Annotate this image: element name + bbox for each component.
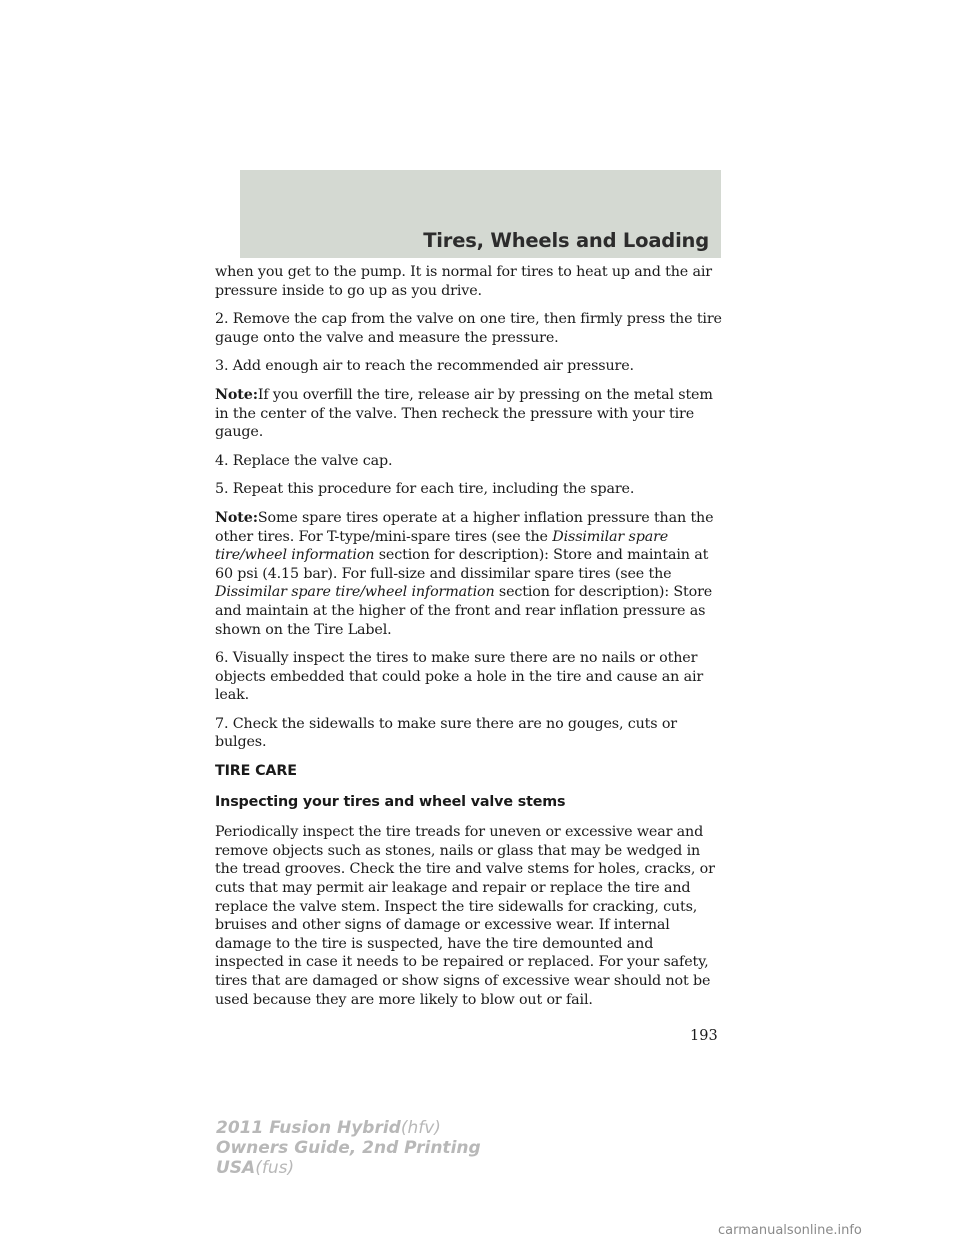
footer-model-code: (hfv) <box>400 1118 441 1138</box>
step-2: 2. Remove the cap from the valve on one tire, then firmly press the tire gauge onto the valve and measure the pressure. <box>215 311 722 346</box>
note-label: Note: <box>215 386 258 403</box>
note-spare-tires <box>215 509 725 639</box>
footer-model: 2011 Fusion Hybrid <box>216 1118 401 1138</box>
heading-tire-care: TIRE CARE <box>215 763 297 780</box>
paragraph-inspection: Periodically inspect the tire treads for uneven or excessive wear and remove objects such as stones, nails or glass that may be wedged in the tread grooves. Check the tire and valve stems for holes, cracks, or cuts that may permit air leakage and repair or replace the tire and replace the valve stem. Inspect the tire sidewalls for cracking, cuts, bruises and other signs of damage or excessive wear. If internal damage to the tire is suspected, have the tire demounted and inspected in case it needs to be repaired or replaced. For your safety, tires that are damaged or show signs of excessive wear should not be used because they are more likely to blow out or fail. <box>215 824 715 1008</box>
footer-market-code: (fus) <box>255 1158 295 1178</box>
note-text: Some spare tires operate at a higher inflation pressure than the other tires. For T-type/mini-spare tires (see the <box>215 509 714 545</box>
step-4: 4. Replace the valve cap. <box>215 452 393 469</box>
step-3: 3. Add enough air to reach the recommended air pressure. <box>215 358 634 375</box>
heading-inspecting: Inspecting your tires and wheel valve stems <box>215 793 566 810</box>
cross-reference: Dissimilar spare tire/wheel information <box>215 584 495 601</box>
cross-reference: Dissimilar spare tire/wheel information <box>215 528 669 564</box>
paragraph-pump: when you get to the pump. It is normal for tires to heat up and the air pressure inside to go up as you drive. <box>215 264 712 299</box>
note-overfill <box>215 386 725 442</box>
note-text: section for description): Store and maintain at 60 psi (4.15 bar). For full-size and dissimilar spare tires (see the <box>215 547 709 582</box>
footer-line-1 <box>216 1118 481 1138</box>
step-6: 6. Visually inspect the tires to make sure there are no nails or other objects embedded that could poke a hole in the tire and cause an air leak. <box>215 650 704 704</box>
step-7: 7. Check the sidewalls to make sure there are no gouges, cuts or bulges. <box>215 715 677 751</box>
footer-line-2 <box>216 1138 481 1158</box>
step-5: 5. Repeat this procedure for each tire, including the spare. <box>215 481 635 498</box>
section-header-band <box>240 170 721 258</box>
watermark-text: carmanualsonline.info <box>718 1223 862 1238</box>
note-text: If you overfill the tire, release air by pressing on the metal stem in the center of the valve. Then recheck the pressure with your tire gauge. <box>215 386 713 441</box>
page-number: 193 <box>690 1028 718 1044</box>
footer-edition: Owners Guide, 2nd Printing <box>216 1138 481 1158</box>
page-content <box>215 263 725 1019</box>
footer-line-3 <box>216 1158 481 1178</box>
document-footer <box>216 1118 481 1178</box>
note-text: section for description): Store and maintain at the higher of the front and rear inflation pressure as shown on the Tire Label. <box>215 584 713 638</box>
note-label: Note: <box>215 509 258 526</box>
section-title: Tires, Wheels and Loading <box>423 229 709 252</box>
footer-market: USA <box>216 1158 256 1178</box>
